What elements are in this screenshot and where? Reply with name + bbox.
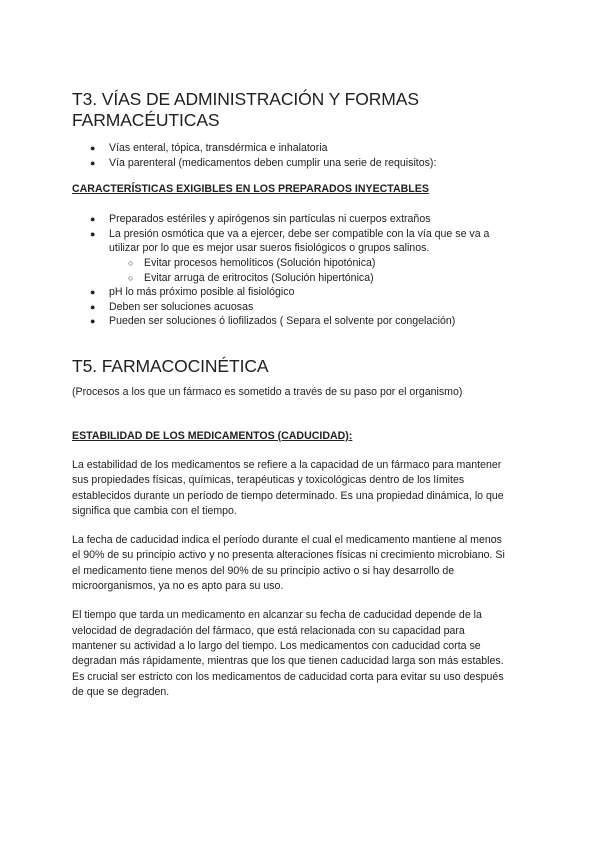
routes-list [72, 141, 532, 170]
stability-paragraph-2: La fecha de caducidad indica el período durante el cual el medicamento mantiene al menos el 90% de su principio activo y no presenta alteraciones físicas ni crecimiento microbiano. Si el medicamento tiene menos del 90% de su principio activo o si hay desarrollo de microorganismos, ya no es apto para su uso. [72, 534, 505, 593]
bullet-icon: ● [90, 228, 96, 239]
circle-bullet-icon: ○ [128, 272, 134, 283]
list-item: ● Preparados estériles y apirógenos sin partículas ni cuerpos extraños [90, 213, 431, 226]
list-item: ● Pueden ser soluciones ó liofilizados ( Separa el solvente por congelación) [90, 315, 456, 328]
sub-list-item: ○ Evitar procesos hemolíticos (Solución hipotónica) [128, 256, 376, 269]
sub-list-item: ○ Evitar arruga de eritrocitos (Solución hipertónica) [128, 271, 374, 284]
stability-heading: ESTABILIDAD DE LOS MEDICAMENTOS (CADUCIDAD): [72, 429, 353, 442]
t3-title [72, 89, 532, 131]
list-item: ● Vía parenteral (medicamentos deben cumplir una serie de requisitos): [90, 156, 437, 169]
t5-subtitle: (Procesos a los que un fármaco es sometido a través de su paso por el organismo) [72, 385, 463, 398]
list-item: ● Deben ser soluciones acuosas [90, 300, 254, 313]
injectables-list [72, 212, 532, 329]
t3-title-line1: T3. VÍAS DE ADMINISTRACIÓN Y FORMAS [72, 89, 419, 109]
bullet-icon: ● [90, 157, 96, 168]
t3-title-line2: FARMACÉUTICAS [72, 110, 220, 130]
injectables-heading: CARACTERÍSTICAS EXIGIBLES EN LOS PREPARADOS INYECTABLES [72, 183, 429, 196]
stability-paragraph-3: El tiempo que tarda un medicamento en alcanzar su fecha de caducidad depende de la velocidad de degradación del fármaco, que está relacionada con su capacidad para mantener su actividad a lo largo del tiempo. Los medicamentos con caducidad corta se degradan más rápidamente, mientras que los que tienen caducidad larga son más estables. Es crucial ser estricto con los medicamentos de caducidad corta para evitar su uso después de que se degraden. [72, 609, 504, 698]
list-item: ● pH lo más próximo posible al fisiológico [90, 286, 295, 299]
list-item: ● La presión osmótica que va a ejercer, debe ser compatible con la vía que se va a utilizar por lo que es mejor usar sueros fisiológicos o grupos salinos. [90, 227, 490, 255]
circle-bullet-icon: ○ [128, 257, 134, 268]
bullet-icon: ● [90, 143, 96, 153]
bullet-icon: ● [90, 287, 96, 298]
list-item: ● Vías enteral, tópica, transdérmica e inhalatoria [90, 142, 328, 154]
bullet-icon: ● [90, 301, 96, 312]
t5-title: T5. FARMACOCINÉTICA [72, 355, 269, 376]
document-content [72, 89, 532, 700]
stability-paragraph-1: La estabilidad de los medicamentos se refiere a la capacidad de un fármaco para mantener sus propiedades físicas, químicas, terapéuticas y toxicológicas dentro de los límites establecidos durante un período de tiempo determinado. Es una propiedad dinámica, lo que significa que cambia con el tiempo. [72, 458, 504, 517]
bullet-icon: ● [90, 214, 96, 225]
bullet-icon: ● [90, 316, 96, 327]
